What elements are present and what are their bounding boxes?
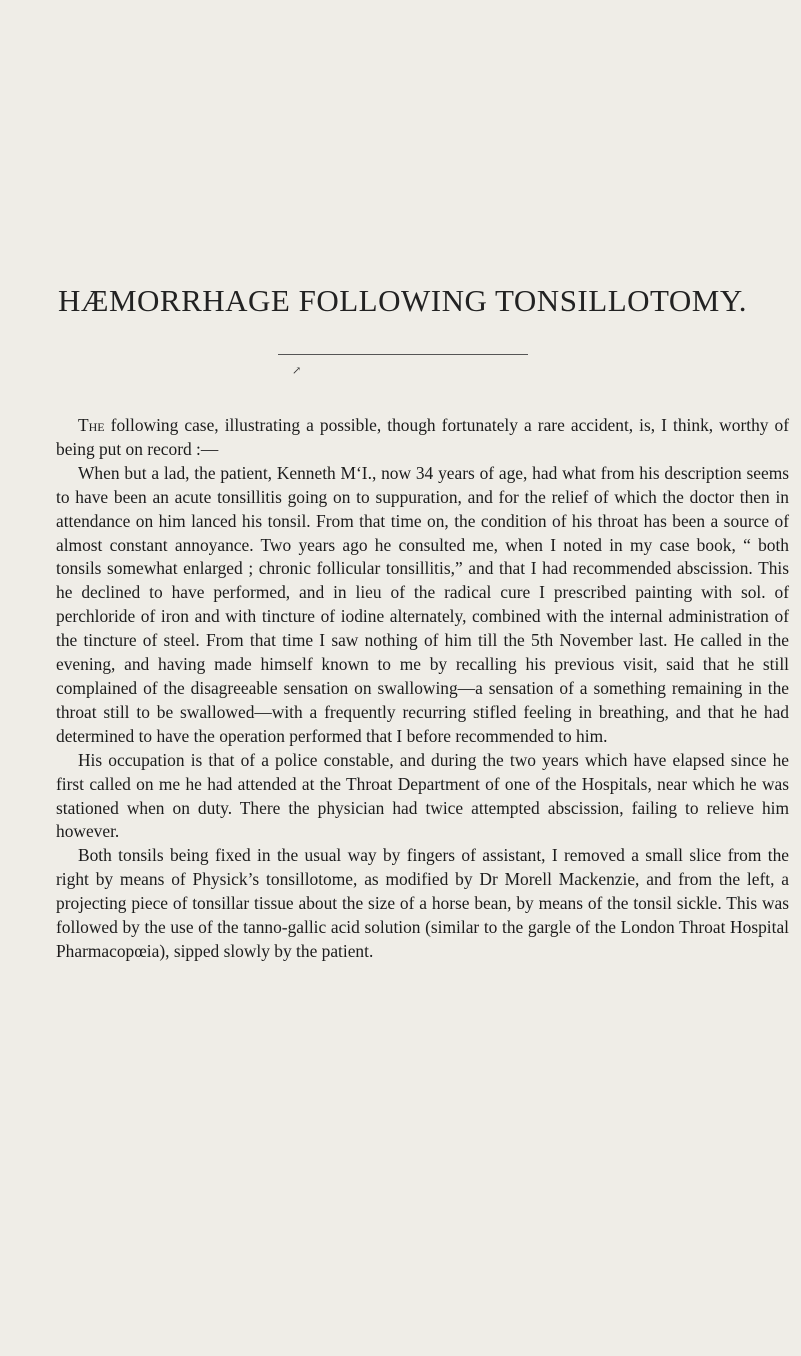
- title-divider: [278, 354, 528, 355]
- paragraph-text: Both tonsils being fixed in the usual way by fingers of assistant, I removed a small slice from the right by means of Physick’s tonsillotome, as modified by Dr Morell Mackenzie, and from the left, a projecting piece of tonsillar tissue about the size of a horse bean, by means of the tonsil sickle. This was followed by the use of the tanno-gallic acid solution (similar to the gargle of the London Throat Hospital Pharmacopœia), sipped slowly by the patient.: [56, 845, 789, 961]
- paragraph-4: [56, 844, 789, 964]
- paragraph-lead: The: [78, 415, 105, 435]
- paragraph-1: [56, 414, 789, 462]
- paragraph-text: When but a lad, the patient, Kenneth M‘I., now 34 years of age, had what from his description seems to have been an acute tonsillitis going on to suppuration, and for the relief of which the doctor then in attendance on him lanced his tonsil. From that time on, the condition of his throat has been a source of almost constant annoyance. Two years ago he consulted me, when I noted in my case book, “ both tonsils somewhat enlarged ; chronic follicular tonsillitis,” and that I had recommended abscission. This he declined to have performed, and in lieu of the radical cure I prescribed painting with sol. of perchloride of iron and with tincture of iodine alternately, combined with the internal administration of the tincture of steel. From that time I saw nothing of him till the 5th November last. He called in the evening, and having made himself known to me by recalling his previous visit, said that he still complained of the disagreeable sensation on swallowing—a sensation of a something remaining in the throat still to be swallowed—with a frequently recurring stifled feeling in breathing, and that he had determined to have the operation performed that I before recommended to him.: [56, 462, 789, 746]
- page-title: HÆMORRHAGE FOLLOWING TONSILLOTOMY.: [58, 283, 747, 318]
- paragraph-text: His occupation is that of a police constable, and during the two years which have elapsed since he first called on me he had attended at the Throat Department of one of the Hospitals, near which he was stationed when on duty. There the physician had twice attempted abscission, failing to relieve him however.: [56, 749, 789, 842]
- paragraph-3: [56, 749, 789, 845]
- paragraph-2: [56, 462, 789, 749]
- paragraph-text: following case, illustrating a possible, though fortunately a rare accident, is, I think, worthy of being put on record :—: [56, 415, 789, 459]
- divider-mark-icon: ↗: [292, 365, 302, 377]
- body-text: [56, 414, 789, 964]
